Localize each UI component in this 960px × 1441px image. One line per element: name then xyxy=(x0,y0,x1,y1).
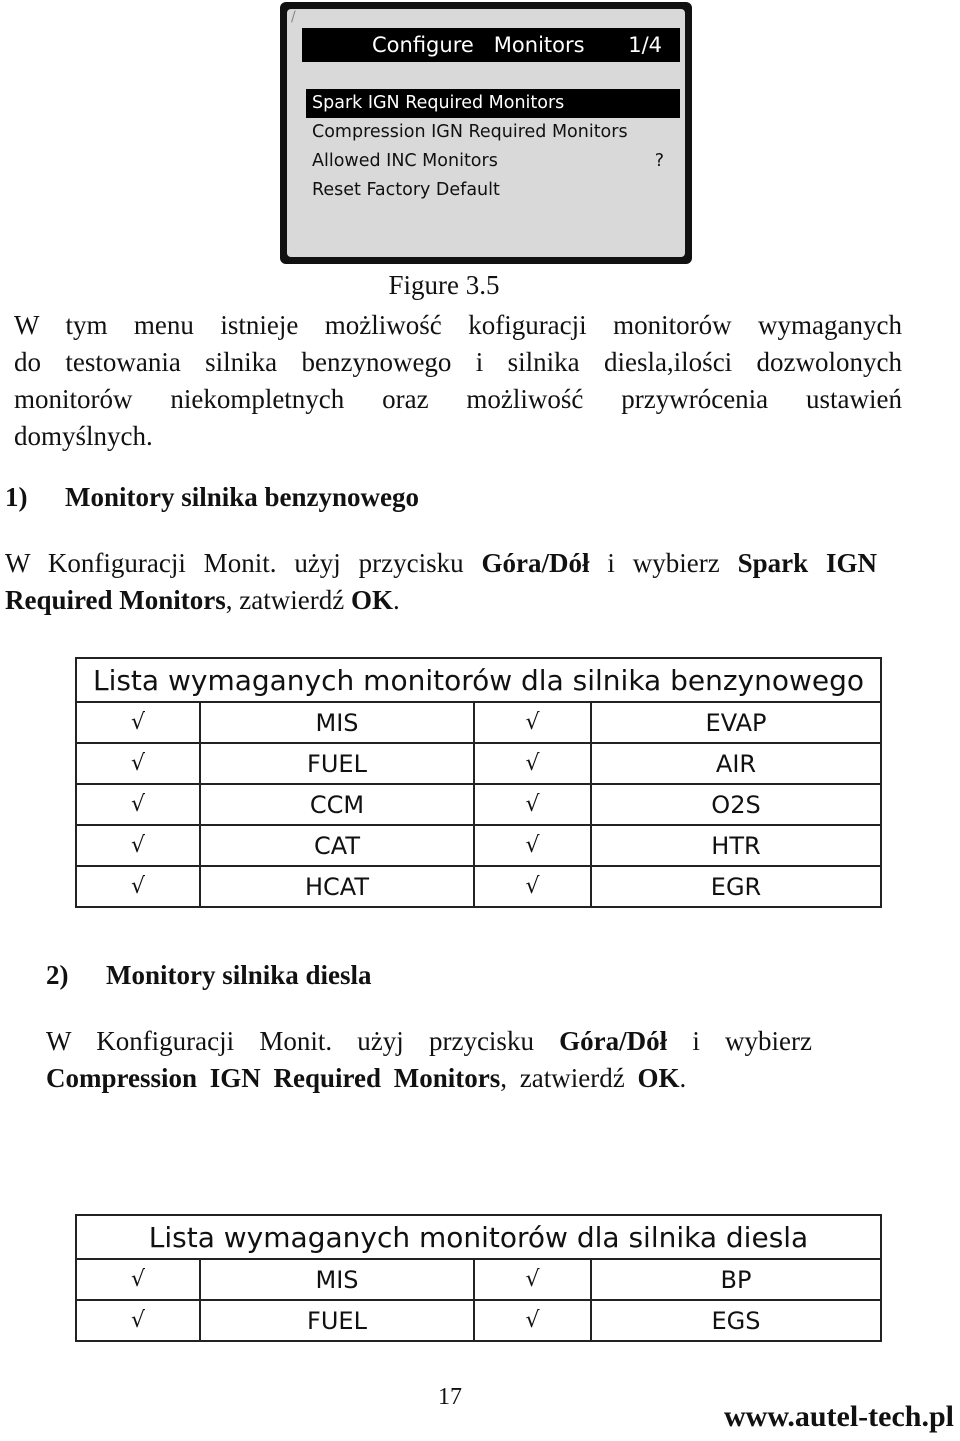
menu-item-label: Allowed INC Monitors xyxy=(312,151,498,171)
check-mark: √ xyxy=(474,825,591,866)
check-mark: √ xyxy=(76,1259,200,1300)
section-2-heading xyxy=(46,960,372,991)
section-2-text: . xyxy=(679,1063,687,1093)
monitor-name: FUEL xyxy=(200,1300,474,1341)
check-mark: √ xyxy=(474,702,591,743)
section-2-number: 2) xyxy=(46,960,69,990)
section-1-heading xyxy=(5,482,419,513)
section-2-menu-name: Compression IGN Required Monitors xyxy=(46,1063,501,1093)
monitor-name: HCAT xyxy=(200,866,474,907)
menu-item-label: Compression IGN Required Monitors xyxy=(312,122,628,142)
check-mark: √ xyxy=(76,866,200,907)
monitor-name: EGR xyxy=(591,866,881,907)
section-2-text: i wybierz xyxy=(667,1026,812,1056)
section-2-text-line-2 xyxy=(46,1060,812,1097)
monitor-name: MIS xyxy=(200,702,474,743)
screen-page-indicator: 1/4 xyxy=(628,33,662,57)
monitor-name: CCM xyxy=(200,784,474,825)
section-1-confirm-key: OK xyxy=(350,585,393,615)
monitor-name: AIR xyxy=(591,743,881,784)
intro-line-3: monitorów niekompletnych oraz możliwość przywrócenia ustawień xyxy=(14,384,902,414)
screen-title-bar xyxy=(302,28,680,62)
monitor-name: CAT xyxy=(200,825,474,866)
check-mark: √ xyxy=(474,784,591,825)
screen-corner-mark: / xyxy=(291,9,296,25)
table-row xyxy=(76,784,881,825)
configure-monitors-menu xyxy=(306,89,680,205)
monitor-name: EVAP xyxy=(591,702,881,743)
section-2-title: Monitory silnika diesla xyxy=(106,960,372,990)
table-row xyxy=(76,866,881,907)
check-mark: √ xyxy=(76,784,200,825)
monitor-name: EGS xyxy=(591,1300,881,1341)
check-mark: √ xyxy=(76,702,200,743)
section-1-text: , zatwierdź xyxy=(225,585,351,615)
device-screen xyxy=(280,2,692,264)
device-screen-display xyxy=(287,9,685,257)
table-row xyxy=(76,825,881,866)
section-2-key-name: Góra/Dół xyxy=(559,1026,668,1056)
table-title: Lista wymaganych monitorów dla silnika diesla xyxy=(76,1215,881,1259)
section-1-text: i wybierz xyxy=(589,548,738,578)
section-2-text: , zatwierdź xyxy=(500,1063,638,1093)
section-1-text: . xyxy=(392,585,400,615)
section-1-key-name: Góra/Dół xyxy=(481,548,590,578)
menu-item-label: Spark IGN Required Monitors xyxy=(312,93,565,113)
table-row xyxy=(76,702,881,743)
check-mark: √ xyxy=(76,1300,200,1341)
table-row xyxy=(76,1259,881,1300)
monitor-name: BP xyxy=(591,1259,881,1300)
menu-item-spark-ign[interactable] xyxy=(306,89,680,118)
section-1-number: 1) xyxy=(5,482,28,512)
monitor-name: FUEL xyxy=(200,743,474,784)
check-mark: √ xyxy=(474,743,591,784)
menu-item-compression-ign[interactable] xyxy=(306,118,680,147)
intro-line-1: W tym menu istnieje możliwość kofiguracji monitorów wymaganych xyxy=(14,310,902,340)
section-1-menu-name: Required Monitors xyxy=(5,585,226,615)
menu-item-label: Reset Factory Default xyxy=(312,180,500,200)
figure-caption: Figure 3.5 xyxy=(388,270,500,300)
section-2-text: W Konfiguracji Monit. użyj przycisku xyxy=(46,1026,560,1056)
gasoline-monitors-table xyxy=(75,657,882,908)
monitor-name: O2S xyxy=(591,784,881,825)
intro-line-2: do testowania silnika benzynowego i silnika diesla,ilości dozwolonych xyxy=(14,347,902,377)
monitor-name: MIS xyxy=(200,1259,474,1300)
section-2-confirm-key: OK xyxy=(637,1063,680,1093)
check-mark: √ xyxy=(474,1259,591,1300)
menu-item-reset-factory[interactable] xyxy=(306,176,680,205)
page-number: 17 xyxy=(438,1384,462,1410)
table-title: Lista wymaganych monitorów dla silnika benzynowego xyxy=(76,658,881,702)
intro-line-4: domyślnych. xyxy=(14,421,153,451)
section-1-title: Monitory silnika benzynowego xyxy=(65,482,420,512)
section-1-menu-name: Spark IGN xyxy=(737,548,878,578)
check-mark: √ xyxy=(76,825,200,866)
section-1-text-line-1 xyxy=(5,545,877,582)
table-row xyxy=(76,1300,881,1341)
monitor-name: HTR xyxy=(591,825,881,866)
menu-item-mark: ? xyxy=(654,151,664,171)
check-mark: √ xyxy=(76,743,200,784)
check-mark: √ xyxy=(474,866,591,907)
check-mark: √ xyxy=(474,1300,591,1341)
website-url: www.autel-tech.pl xyxy=(724,1400,954,1433)
section-1-text: W Konfiguracji Monit. użyj przycisku xyxy=(5,548,482,578)
section-1-text-line-2 xyxy=(5,582,877,619)
section-2-text-line-1 xyxy=(46,1023,812,1060)
screen-title: Configure Monitors xyxy=(372,33,585,57)
diesel-monitors-table xyxy=(75,1214,882,1342)
menu-item-allowed-inc[interactable] xyxy=(306,147,680,176)
table-row xyxy=(76,743,881,784)
